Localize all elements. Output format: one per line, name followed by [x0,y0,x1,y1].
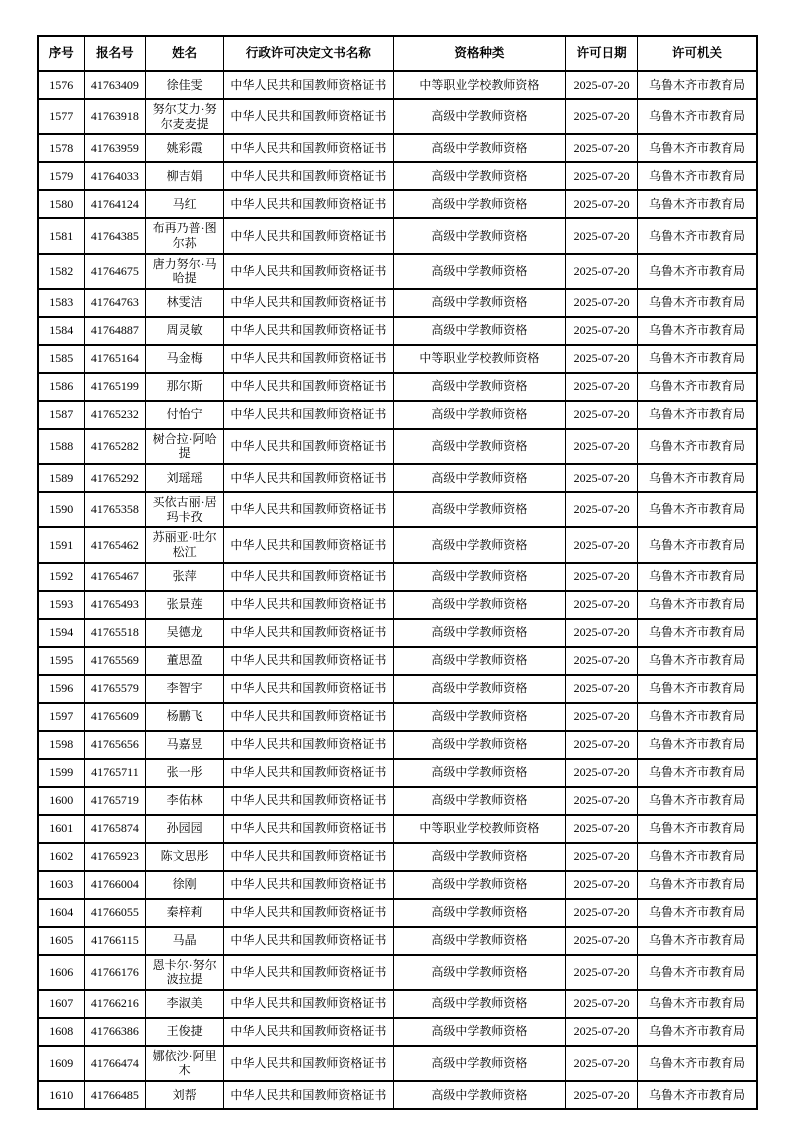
table-row [38,647,757,675]
cell-reg-no: 41766474 [84,1046,146,1081]
cell-index: 1602 [38,843,84,871]
cell-doc-name: 中华人民共和国教师资格证书 [223,955,393,990]
cell-doc-name: 中华人民共和国教师资格证书 [223,731,393,759]
cell-authority: 乌鲁木齐市教育局 [638,759,757,787]
cell-reg-no: 41764675 [84,254,146,289]
cell-name: 孙园园 [146,815,224,843]
cell-doc-name: 中华人民共和国教师资格证书 [223,99,393,134]
cell-qual-type: 高级中学教师资格 [393,190,566,218]
cell-name: 王俊捷 [146,1018,224,1046]
cell-doc-name: 中华人民共和国教师资格证书 [223,373,393,401]
cell-index: 1603 [38,871,84,899]
cell-qual-type: 高级中学教师资格 [393,162,566,190]
cell-name: 张景莲 [146,591,224,619]
table-row [38,134,757,162]
cell-authority: 乌鲁木齐市教育局 [638,990,757,1018]
cell-authority: 乌鲁木齐市教育局 [638,1018,757,1046]
table-row [38,591,757,619]
cell-date: 2025-07-20 [566,647,638,675]
cell-qual-type: 中等职业学校教师资格 [393,345,566,373]
cell-authority: 乌鲁木齐市教育局 [638,190,757,218]
table-row [38,619,757,647]
cell-name: 徐刚 [146,871,224,899]
cell-date: 2025-07-20 [566,1046,638,1081]
table-row [38,563,757,591]
cell-date: 2025-07-20 [566,787,638,815]
cell-date: 2025-07-20 [566,99,638,134]
cell-name: 恩卡尔·努尔波拉提 [146,955,224,990]
cell-date: 2025-07-20 [566,401,638,429]
cell-authority: 乌鲁木齐市教育局 [638,254,757,289]
cell-authority: 乌鲁木齐市教育局 [638,345,757,373]
cell-authority: 乌鲁木齐市教育局 [638,1081,757,1109]
cell-authority: 乌鲁木齐市教育局 [638,99,757,134]
cell-name: 姚彩霞 [146,134,224,162]
cell-index: 1588 [38,429,84,464]
cell-name: 那尔斯 [146,373,224,401]
cell-doc-name: 中华人民共和国教师资格证书 [223,218,393,253]
cell-qual-type: 高级中学教师资格 [393,563,566,591]
cell-qual-type: 高级中学教师资格 [393,218,566,253]
cell-qual-type: 高级中学教师资格 [393,429,566,464]
cell-reg-no: 41765467 [84,563,146,591]
cell-index: 1589 [38,464,84,492]
cell-date: 2025-07-20 [566,927,638,955]
cell-doc-name: 中华人民共和国教师资格证书 [223,990,393,1018]
cell-doc-name: 中华人民共和国教师资格证书 [223,71,393,99]
cell-name: 马嘉昱 [146,731,224,759]
table-header-row [38,36,757,71]
cell-doc-name: 中华人民共和国教师资格证书 [223,703,393,731]
cell-date: 2025-07-20 [566,289,638,317]
cell-date: 2025-07-20 [566,619,638,647]
cell-authority: 乌鲁木齐市教育局 [638,955,757,990]
cell-date: 2025-07-20 [566,990,638,1018]
cell-doc-name: 中华人民共和国教师资格证书 [223,927,393,955]
cell-reg-no: 41764033 [84,162,146,190]
cell-name: 柳吉娟 [146,162,224,190]
cell-name: 马晶 [146,927,224,955]
cell-index: 1597 [38,703,84,731]
table-row [38,99,757,134]
cell-index: 1591 [38,527,84,562]
cell-qual-type: 高级中学教师资格 [393,492,566,527]
cell-reg-no: 41765232 [84,401,146,429]
cell-doc-name: 中华人民共和国教师资格证书 [223,787,393,815]
cell-name: 徐佳雯 [146,71,224,99]
cell-name: 李佑林 [146,787,224,815]
cell-qual-type: 高级中学教师资格 [393,134,566,162]
cell-qual-type: 高级中学教师资格 [393,703,566,731]
table-body [38,71,757,1109]
cell-authority: 乌鲁木齐市教育局 [638,71,757,99]
cell-name: 杨鹏飞 [146,703,224,731]
cell-doc-name: 中华人民共和国教师资格证书 [223,871,393,899]
cell-doc-name: 中华人民共和国教师资格证书 [223,190,393,218]
cell-doc-name: 中华人民共和国教师资格证书 [223,899,393,927]
cell-date: 2025-07-20 [566,218,638,253]
cell-authority: 乌鲁木齐市教育局 [638,591,757,619]
license-table [37,35,758,1110]
cell-reg-no: 41766004 [84,871,146,899]
table-row [38,71,757,99]
cell-authority: 乌鲁木齐市教育局 [638,927,757,955]
cell-authority: 乌鲁木齐市教育局 [638,464,757,492]
cell-qual-type: 高级中学教师资格 [393,317,566,345]
cell-date: 2025-07-20 [566,162,638,190]
cell-name: 布再乃普·图尔荪 [146,218,224,253]
cell-reg-no: 41765462 [84,527,146,562]
cell-date: 2025-07-20 [566,134,638,162]
cell-index: 1610 [38,1081,84,1109]
cell-reg-no: 41764887 [84,317,146,345]
table-row [38,190,757,218]
cell-authority: 乌鲁木齐市教育局 [638,218,757,253]
cell-authority: 乌鲁木齐市教育局 [638,815,757,843]
cell-qual-type: 高级中学教师资格 [393,619,566,647]
cell-name: 努尔艾力·努尔麦麦提 [146,99,224,134]
cell-reg-no: 41765164 [84,345,146,373]
cell-date: 2025-07-20 [566,731,638,759]
cell-qual-type: 高级中学教师资格 [393,1046,566,1081]
cell-date: 2025-07-20 [566,71,638,99]
cell-date: 2025-07-20 [566,464,638,492]
cell-date: 2025-07-20 [566,899,638,927]
cell-date: 2025-07-20 [566,1081,638,1109]
cell-index: 1576 [38,71,84,99]
cell-reg-no: 41765923 [84,843,146,871]
cell-date: 2025-07-20 [566,759,638,787]
cell-authority: 乌鲁木齐市教育局 [638,647,757,675]
table-row [38,492,757,527]
cell-name: 付怡宁 [146,401,224,429]
cell-reg-no: 41765199 [84,373,146,401]
table-row [38,429,757,464]
cell-reg-no: 41766485 [84,1081,146,1109]
cell-doc-name: 中华人民共和国教师资格证书 [223,647,393,675]
cell-authority: 乌鲁木齐市教育局 [638,492,757,527]
cell-reg-no: 41765874 [84,815,146,843]
cell-index: 1580 [38,190,84,218]
cell-qual-type: 高级中学教师资格 [393,254,566,289]
cell-reg-no: 41764763 [84,289,146,317]
cell-index: 1608 [38,1018,84,1046]
cell-qual-type: 高级中学教师资格 [393,843,566,871]
table-row [38,317,757,345]
cell-doc-name: 中华人民共和国教师资格证书 [223,563,393,591]
cell-date: 2025-07-20 [566,345,638,373]
cell-index: 1581 [38,218,84,253]
table-row [38,254,757,289]
cell-authority: 乌鲁木齐市教育局 [638,401,757,429]
header-cell-index: 序号 [38,36,84,71]
cell-reg-no: 41763918 [84,99,146,134]
cell-index: 1582 [38,254,84,289]
cell-date: 2025-07-20 [566,527,638,562]
cell-reg-no: 41765609 [84,703,146,731]
cell-qual-type: 高级中学教师资格 [393,927,566,955]
cell-qual-type: 高级中学教师资格 [393,647,566,675]
table-row [38,927,757,955]
cell-qual-type: 高级中学教师资格 [393,527,566,562]
cell-doc-name: 中华人民共和国教师资格证书 [223,527,393,562]
cell-index: 1585 [38,345,84,373]
cell-name: 树合拉·阿哈提 [146,429,224,464]
header-cell-doc-name: 行政许可决定文书名称 [223,36,393,71]
cell-doc-name: 中华人民共和国教师资格证书 [223,464,393,492]
cell-doc-name: 中华人民共和国教师资格证书 [223,1081,393,1109]
cell-date: 2025-07-20 [566,675,638,703]
cell-index: 1579 [38,162,84,190]
cell-authority: 乌鲁木齐市教育局 [638,527,757,562]
cell-authority: 乌鲁木齐市教育局 [638,134,757,162]
cell-reg-no: 41765518 [84,619,146,647]
cell-index: 1599 [38,759,84,787]
cell-name: 董思盈 [146,647,224,675]
cell-name: 吴德龙 [146,619,224,647]
cell-qual-type: 中等职业学校教师资格 [393,815,566,843]
cell-doc-name: 中华人民共和国教师资格证书 [223,134,393,162]
cell-qual-type: 高级中学教师资格 [393,675,566,703]
table-row [38,289,757,317]
cell-qual-type: 高级中学教师资格 [393,289,566,317]
cell-doc-name: 中华人民共和国教师资格证书 [223,254,393,289]
cell-doc-name: 中华人民共和国教师资格证书 [223,759,393,787]
cell-reg-no: 41765292 [84,464,146,492]
cell-qual-type: 高级中学教师资格 [393,871,566,899]
cell-reg-no: 41766216 [84,990,146,1018]
cell-qual-type: 高级中学教师资格 [393,955,566,990]
cell-doc-name: 中华人民共和国教师资格证书 [223,1018,393,1046]
cell-index: 1600 [38,787,84,815]
cell-doc-name: 中华人民共和国教师资格证书 [223,289,393,317]
cell-name: 林雯洁 [146,289,224,317]
cell-date: 2025-07-20 [566,492,638,527]
cell-index: 1590 [38,492,84,527]
cell-name: 苏丽亚·吐尔松江 [146,527,224,562]
cell-index: 1596 [38,675,84,703]
cell-reg-no: 41763959 [84,134,146,162]
cell-authority: 乌鲁木齐市教育局 [638,731,757,759]
cell-authority: 乌鲁木齐市教育局 [638,675,757,703]
table-row [38,218,757,253]
cell-reg-no: 41765358 [84,492,146,527]
cell-reg-no: 41766386 [84,1018,146,1046]
cell-name: 张一彤 [146,759,224,787]
cell-index: 1605 [38,927,84,955]
cell-doc-name: 中华人民共和国教师资格证书 [223,619,393,647]
cell-authority: 乌鲁木齐市教育局 [638,703,757,731]
cell-index: 1592 [38,563,84,591]
cell-doc-name: 中华人民共和国教师资格证书 [223,317,393,345]
cell-name: 李智宇 [146,675,224,703]
cell-doc-name: 中华人民共和国教师资格证书 [223,675,393,703]
table-row [38,345,757,373]
cell-name: 马金梅 [146,345,224,373]
cell-date: 2025-07-20 [566,190,638,218]
cell-qual-type: 高级中学教师资格 [393,464,566,492]
cell-index: 1593 [38,591,84,619]
cell-date: 2025-07-20 [566,591,638,619]
cell-index: 1594 [38,619,84,647]
table-row [38,1046,757,1081]
cell-reg-no: 41765656 [84,731,146,759]
table-row [38,703,757,731]
cell-doc-name: 中华人民共和国教师资格证书 [223,401,393,429]
cell-index: 1598 [38,731,84,759]
cell-doc-name: 中华人民共和国教师资格证书 [223,591,393,619]
table-row [38,1081,757,1109]
cell-name: 陈文思彤 [146,843,224,871]
cell-index: 1583 [38,289,84,317]
header-cell-qual-type: 资格种类 [393,36,566,71]
cell-authority: 乌鲁木齐市教育局 [638,843,757,871]
cell-index: 1587 [38,401,84,429]
cell-reg-no: 41766055 [84,899,146,927]
cell-name: 刘帮 [146,1081,224,1109]
cell-authority: 乌鲁木齐市教育局 [638,619,757,647]
cell-reg-no: 41766115 [84,927,146,955]
cell-qual-type: 高级中学教师资格 [393,787,566,815]
cell-index: 1577 [38,99,84,134]
cell-date: 2025-07-20 [566,563,638,591]
cell-qual-type: 中等职业学校教师资格 [393,71,566,99]
table-row [38,759,757,787]
cell-index: 1606 [38,955,84,990]
cell-doc-name: 中华人民共和国教师资格证书 [223,345,393,373]
cell-name: 秦梓莉 [146,899,224,927]
cell-qual-type: 高级中学教师资格 [393,990,566,1018]
cell-index: 1607 [38,990,84,1018]
cell-name: 马红 [146,190,224,218]
cell-date: 2025-07-20 [566,843,638,871]
cell-name: 周灵敏 [146,317,224,345]
cell-reg-no: 41765493 [84,591,146,619]
cell-reg-no: 41765569 [84,647,146,675]
cell-index: 1586 [38,373,84,401]
cell-date: 2025-07-20 [566,429,638,464]
cell-authority: 乌鲁木齐市教育局 [638,871,757,899]
cell-qual-type: 高级中学教师资格 [393,401,566,429]
cell-name: 刘瑶瑶 [146,464,224,492]
table-row [38,787,757,815]
cell-authority: 乌鲁木齐市教育局 [638,373,757,401]
cell-reg-no: 41763409 [84,71,146,99]
cell-date: 2025-07-20 [566,871,638,899]
cell-doc-name: 中华人民共和国教师资格证书 [223,843,393,871]
table-row [38,990,757,1018]
cell-index: 1609 [38,1046,84,1081]
table-row [38,464,757,492]
cell-doc-name: 中华人民共和国教师资格证书 [223,162,393,190]
table-row [38,162,757,190]
cell-qual-type: 高级中学教师资格 [393,731,566,759]
cell-index: 1595 [38,647,84,675]
cell-qual-type: 高级中学教师资格 [393,373,566,401]
cell-reg-no: 41764124 [84,190,146,218]
cell-qual-type: 高级中学教师资格 [393,759,566,787]
cell-authority: 乌鲁木齐市教育局 [638,162,757,190]
cell-date: 2025-07-20 [566,254,638,289]
cell-reg-no: 41766176 [84,955,146,990]
header-cell-name: 姓名 [146,36,224,71]
table-row [38,955,757,990]
cell-name: 唐力努尔·马哈提 [146,254,224,289]
cell-authority: 乌鲁木齐市教育局 [638,429,757,464]
cell-date: 2025-07-20 [566,373,638,401]
cell-index: 1604 [38,899,84,927]
cell-reg-no: 41765719 [84,787,146,815]
cell-date: 2025-07-20 [566,317,638,345]
cell-reg-no: 41765579 [84,675,146,703]
header-cell-authority: 许可机关 [638,36,757,71]
cell-reg-no: 41765711 [84,759,146,787]
table-row [38,527,757,562]
cell-index: 1601 [38,815,84,843]
cell-name: 张萍 [146,563,224,591]
cell-authority: 乌鲁木齐市教育局 [638,317,757,345]
cell-qual-type: 高级中学教师资格 [393,99,566,134]
cell-authority: 乌鲁木齐市教育局 [638,563,757,591]
cell-index: 1584 [38,317,84,345]
cell-name: 买依古丽·居玛卡孜 [146,492,224,527]
table-row [38,731,757,759]
cell-doc-name: 中华人民共和国教师资格证书 [223,1046,393,1081]
cell-doc-name: 中华人民共和国教师资格证书 [223,492,393,527]
cell-reg-no: 41765282 [84,429,146,464]
cell-authority: 乌鲁木齐市教育局 [638,899,757,927]
cell-authority: 乌鲁木齐市教育局 [638,787,757,815]
cell-name: 娜依沙·阿里木 [146,1046,224,1081]
cell-doc-name: 中华人民共和国教师资格证书 [223,815,393,843]
table-row [38,815,757,843]
cell-qual-type: 高级中学教师资格 [393,1018,566,1046]
cell-name: 李淑美 [146,990,224,1018]
table-row [38,675,757,703]
cell-authority: 乌鲁木齐市教育局 [638,289,757,317]
cell-authority: 乌鲁木齐市教育局 [638,1046,757,1081]
table-row [38,899,757,927]
header-cell-date: 许可日期 [566,36,638,71]
cell-date: 2025-07-20 [566,955,638,990]
cell-date: 2025-07-20 [566,1018,638,1046]
header-cell-reg-no: 报名号 [84,36,146,71]
table-row [38,1018,757,1046]
table-row [38,871,757,899]
cell-qual-type: 高级中学教师资格 [393,591,566,619]
cell-reg-no: 41764385 [84,218,146,253]
table-row [38,401,757,429]
cell-qual-type: 高级中学教师资格 [393,899,566,927]
cell-date: 2025-07-20 [566,703,638,731]
cell-doc-name: 中华人民共和国教师资格证书 [223,429,393,464]
table-row [38,373,757,401]
table-row [38,843,757,871]
cell-qual-type: 高级中学教师资格 [393,1081,566,1109]
cell-index: 1578 [38,134,84,162]
cell-date: 2025-07-20 [566,815,638,843]
